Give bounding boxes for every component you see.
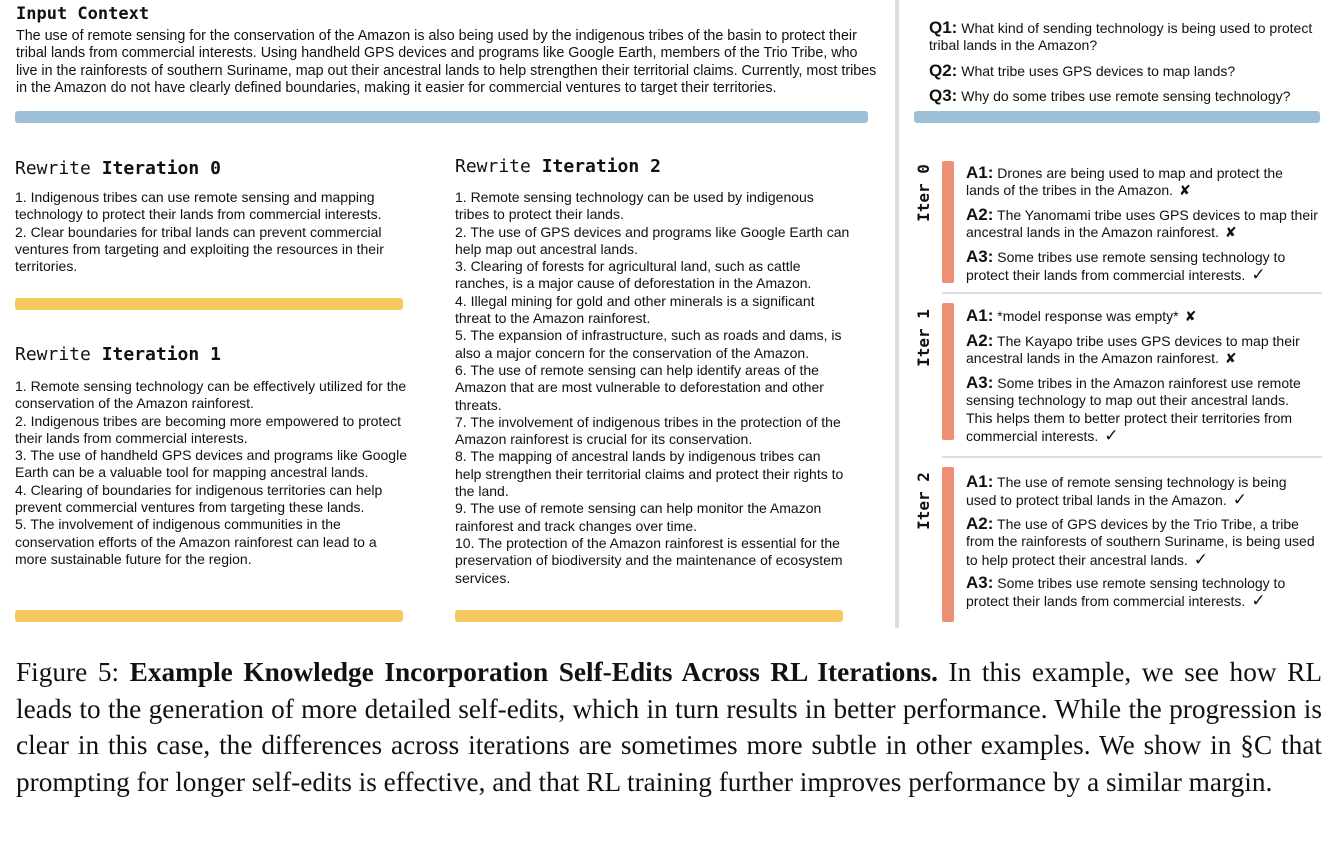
list-item: 6. The use of remote sensing can help identify areas of the Amazon that are most vulnerable to deforestation and other threats.	[455, 361, 824, 413]
rewrite-iteration-1-title	[15, 344, 221, 365]
answer-key: A1:	[966, 306, 994, 325]
list-item: 9. The use of remote sensing can help monitor the Amazon rainforest and track changes over time.	[455, 500, 822, 534]
list-item: 5. The expansion of infrastructure, such as roads and dams, is also a major concern for the conservation of the Amazon.	[455, 327, 842, 361]
iter-1-answer-2	[966, 332, 1318, 368]
iter-0-answer-2	[966, 206, 1318, 242]
question-3	[929, 87, 1329, 105]
iter-2-answer-2	[966, 515, 1318, 569]
question-text: What kind of sending technology is being used to protect tribal lands in the Amazon?	[929, 20, 1313, 53]
answer-key: A3:	[966, 573, 994, 592]
iter-1-answer-1	[966, 307, 1318, 325]
rewrite-title-prefix: Rewrite	[15, 344, 91, 365]
rewrite-iteration-2-bar	[455, 610, 843, 622]
list-item: 1. Remote sensing technology can be effectively utilized for the conservation of the Amazon rainforest.	[15, 378, 407, 412]
answer-text: Drones are being used to map and protect the lands of the tribes in the Amazon.	[966, 165, 1283, 199]
input-context-heading: Input Context	[16, 4, 150, 24]
list-item: 1. Indigenous tribes can use remote sensing and mapping technology to protect their lands from commercial interests.	[15, 189, 382, 223]
answer-key: A1:	[966, 163, 994, 182]
check-icon: ✓	[1232, 490, 1247, 510]
rewrite-iteration-0-list	[15, 189, 410, 275]
list-item: 2. Indigenous tribes are becoming more empowered to protect their lands from commercial interests.	[15, 412, 401, 446]
iter-0-bar	[942, 161, 954, 283]
iter-separator	[942, 456, 1322, 458]
answer-text: Some tribes use remote sensing technology to protect their lands from commercial interests.	[966, 575, 1286, 610]
rewrite-title-prefix: Rewrite	[455, 156, 531, 177]
iter-1-bar	[942, 303, 954, 440]
question-2	[929, 62, 1329, 80]
input-context-bar	[15, 111, 868, 123]
answer-text: Some tribes in the Amazon rainforest use remote sensing technology to map out their ancestral lands. This helps them to better protect their territories from commercial interests.	[966, 375, 1301, 445]
rewrite-iteration-2-list	[455, 189, 850, 587]
question-text: What tribe uses GPS devices to map lands?	[961, 63, 1236, 79]
caption-body: In this example, we see how RL leads to the generation of more detailed self-edits, which in turn results in better performance. While the progression is clear in this case, the differences across iterations are sometimes more subtle in other examples. We show in §C that prompting for longer self-edits is effective, and that RL training further improves performance by a similar margin.	[16, 657, 1323, 797]
list-item: 1. Remote sensing technology can be used by indigenous tribes to protect their lands.	[455, 189, 814, 223]
rewrite-title-bold: Iteration 1	[101, 344, 221, 365]
check-icon: ✓	[1251, 591, 1266, 611]
answer-key: A2:	[966, 514, 994, 533]
list-item: 4. Illegal mining for gold and other minerals is a significant threat to the Amazon rainforest.	[455, 292, 815, 327]
answer-key: A2:	[966, 205, 994, 224]
cross-icon: ✘	[1179, 182, 1191, 199]
iter-1-label: Iter 1	[914, 309, 933, 367]
question-text: Why do some tribes use remote sensing technology?	[961, 88, 1291, 104]
column-divider	[895, 0, 899, 628]
iter-2-label: Iter 2	[914, 472, 933, 530]
answer-text: *model response was empty*	[997, 308, 1179, 324]
rewrite-title-bold: Iteration 0	[101, 158, 221, 179]
check-icon: ✓	[1251, 265, 1266, 285]
rewrite-iteration-0-bar	[15, 298, 403, 310]
list-item: 7. The involvement of indigenous tribes in the protection of the Amazon rainforest is crucial for its conservation.	[455, 413, 841, 448]
list-item: 2. The use of GPS devices and programs like Google Earth can help map out ancestral lands.	[455, 223, 850, 257]
cross-icon: ✘	[1184, 308, 1197, 324]
rewrite-iteration-0-title	[15, 158, 221, 179]
iter-0-answer-3	[966, 248, 1318, 285]
iter-2-answer-1	[966, 473, 1318, 510]
rewrite-iteration-1-list	[15, 378, 410, 568]
answer-key: A3:	[966, 247, 994, 266]
list-item: 3. The use of handheld GPS devices and programs like Google Earth can be a valuable tool for mapping ancestral lands.	[15, 447, 407, 481]
list-item: 2. Clear boundaries for tribal lands can prevent commercial ventures from targeting and exploiting the resources in their territories.	[15, 223, 384, 275]
questions-bar	[914, 111, 1320, 123]
question-key: Q1:	[929, 18, 958, 37]
list-item: 10. The protection of the Amazon rainforest is essential for the preservation of biodiversity and the maintenance of ecosystem services.	[455, 534, 843, 586]
question-1	[929, 19, 1329, 54]
check-icon: ✓	[1193, 549, 1209, 569]
answer-text: The use of GPS devices by the Trio Tribe, a tribe from the rainforests of southern Suriname, is being used to help protect their ancestral lands.	[966, 516, 1315, 568]
question-key: Q2:	[929, 61, 958, 80]
answer-text: The Yanomami tribe uses GPS devices to map their ancestral lands in the Amazon rainforest.	[966, 207, 1318, 241]
input-context-text: The use of remote sensing for the conservation of the Amazon is also being used by the indigenous tribes of the basin to protect their tribal lands from commercial interests. Using handheld GPS devices and programs like Google Earth, members of the Trio Tribe, who live in the rainforests of southern Suriname, map out their ancestral lands to help strengthen their territorial claims. Currently, most tribes in the Amazon do not have clearly defined boundaries, making it easier for commercial ventures to target their territories.	[16, 28, 877, 97]
cross-icon: ✘	[1224, 350, 1237, 367]
figure-caption	[16, 654, 1322, 800]
answer-text: The Kayapo tribe uses GPS devices to map their ancestral lands in the Amazon rainforest.	[966, 333, 1300, 367]
list-item: 8. The mapping of ancestral lands by indigenous tribes can help strengthen their territorial claims and protect their rights to the land.	[455, 448, 844, 500]
check-icon: ✓	[1104, 426, 1119, 446]
iter-0-answer-1	[966, 164, 1318, 200]
cross-icon: ✘	[1224, 224, 1237, 241]
iter-2-answer-3	[966, 574, 1318, 611]
list-item: 5. The involvement of indigenous communities in the conservation efforts of the Amazon rainforest can lead to a more sustainable future for the region.	[15, 516, 377, 567]
iter-2-bar	[942, 467, 954, 622]
answer-text: The use of remote sensing technology is being used to protect tribal lands in the Amazon.	[966, 474, 1287, 509]
iter-1-answer-3	[966, 374, 1318, 446]
answer-key: A3:	[966, 373, 994, 392]
iter-separator	[942, 292, 1322, 294]
answer-key: A1:	[966, 472, 994, 491]
rewrite-title-bold: Iteration 2	[541, 156, 661, 177]
answer-text: Some tribes use remote sensing technology to protect their lands from commercial interests.	[966, 249, 1286, 284]
rewrite-title-prefix: Rewrite	[15, 158, 91, 179]
list-item: 4. Clearing of boundaries for indigenous territories can help prevent commercial ventures from targeting these lands.	[15, 481, 383, 516]
question-key: Q3:	[929, 86, 958, 105]
answer-key: A2:	[966, 331, 994, 350]
caption-label: Figure 5:	[16, 657, 120, 687]
caption-title: Example Knowledge Incorporation Self-Edits Across RL Iterations.	[129, 657, 938, 687]
list-item: 3. Clearing of forests for agricultural land, such as cattle ranches, is a major cause of deforestation in the Amazon.	[455, 258, 812, 292]
rewrite-iteration-1-bar	[15, 610, 403, 622]
iter-0-label: Iter 0	[914, 164, 933, 222]
rewrite-iteration-2-title	[455, 156, 661, 177]
